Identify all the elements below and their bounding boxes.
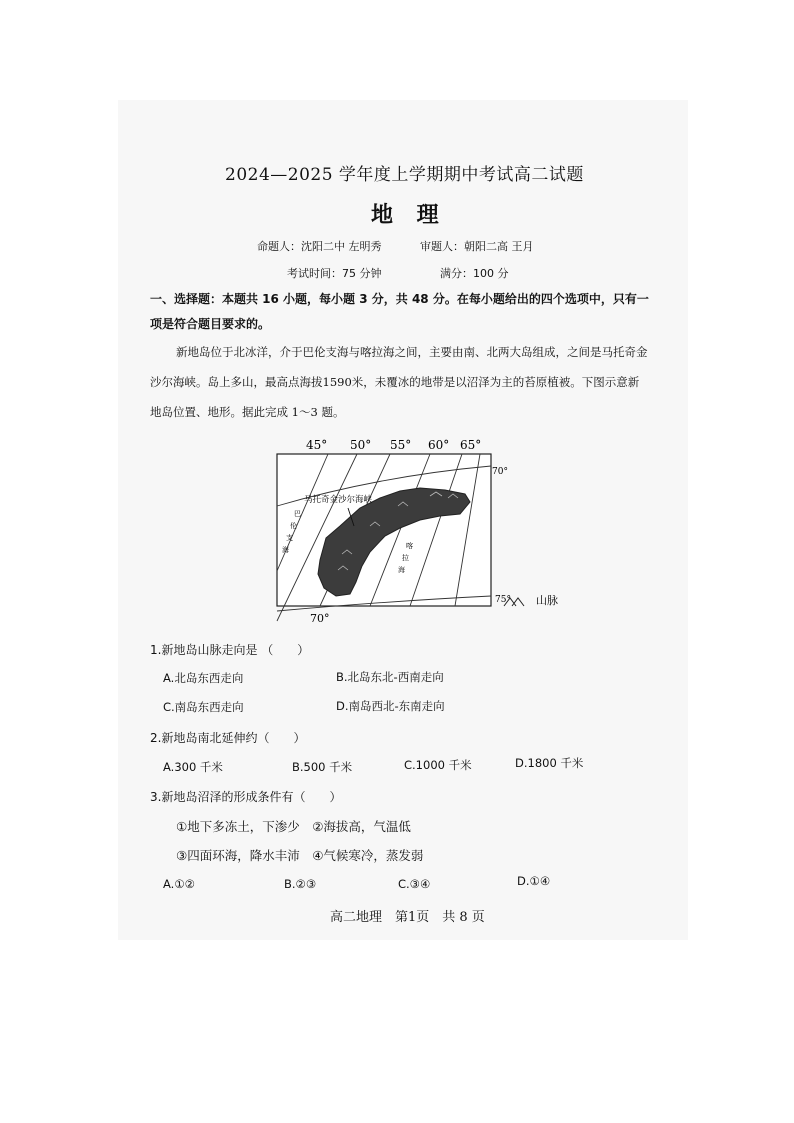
barents-sea-char: 海 [282,546,289,554]
q1-option-c[interactable]: C.南岛东西走向 [163,700,244,714]
question-3-stem: 3.新地岛沼泽的形成条件有（ ） [150,790,342,804]
lat-label-bottom: 75° [495,595,511,605]
q3-conditions-line-2: ③四面环海，降水丰沛 ④气候寒冷，蒸发弱 [176,848,424,863]
q3-option-a[interactable]: A.①② [163,877,195,891]
lon-label: 45° [306,438,328,452]
q3-option-d[interactable]: D.①④ [517,874,551,888]
subject-title: 地 理 [371,202,447,228]
q1-option-b[interactable]: B.北岛东北-西南走向 [336,670,444,684]
kara-sea-char: 拉 [402,554,409,562]
q2-option-a[interactable]: A.300 千米 [163,760,223,774]
exam-title: 2024—2025 学年度上学期期中考试高二试题 [225,165,584,185]
q2-option-b[interactable]: B.500 千米 [292,760,353,774]
strait-label: 马托奇金沙尔海峡 [304,495,373,505]
barents-sea-char: 伦 [290,522,297,530]
kara-sea-char: 喀 [406,542,413,550]
lon-label-bottom: 70° [310,612,330,625]
novaya-zemlya-map [270,436,570,628]
barents-sea-char: 巴 [294,510,301,518]
lon-label: 50° [350,438,372,452]
lon-label: 60° [428,438,450,452]
exam-time: 考试时间：75 分钟 [287,267,382,280]
q1-option-a[interactable]: A.北岛东西走向 [163,671,244,685]
barents-sea-char: 支 [286,534,293,542]
kara-sea-char: 海 [398,566,405,574]
q2-option-d[interactable]: D.1800 千米 [515,756,584,770]
q3-option-b[interactable]: B.②③ [284,877,317,891]
setter: 命题人：沈阳二中 左明秀 [257,240,382,253]
lon-label: 55° [390,438,412,452]
q2-option-c[interactable]: C.1000 千米 [404,758,472,772]
lon-label: 65° [460,438,482,452]
full-score: 满分：100 分 [440,267,509,280]
legend-label: 山脉 [536,594,558,607]
q3-conditions-line-1: ①地下多冻土，下渗少 ②海拔高，气温低 [176,819,411,834]
question-2-stem: 2.新地岛南北延伸约（ ） [150,731,306,745]
q1-option-d[interactable]: D.南岛西北-东南走向 [336,699,445,713]
section-heading: 一、选择题：本题共 16 小题，每小题 3 分，共 48 分。在每小题给出的四个选项中，只有一项是符合题目要求的。 [150,292,649,331]
lat-label-top: 70° [492,467,508,477]
reviewer: 审题人：朝阳二高 王月 [420,240,534,253]
passage: 新地岛位于北冰洋，介于巴伦支海与喀拉海之间，主要由南、北两大岛组成，之间是马托奇金沙尔海峡。岛上多山，最高点海拔1590米，未覆冰的地带是以沼泽为主的苔原植被。下图示意新地岛位置、地形。据此完成 1～3 题。 [150,345,648,419]
page-footer: 高二地理 第1页 共 8 页 [330,910,485,925]
question-1-stem: 1.新地岛山脉走向是 （ ） [150,643,310,657]
q3-option-c[interactable]: C.③④ [398,877,431,891]
